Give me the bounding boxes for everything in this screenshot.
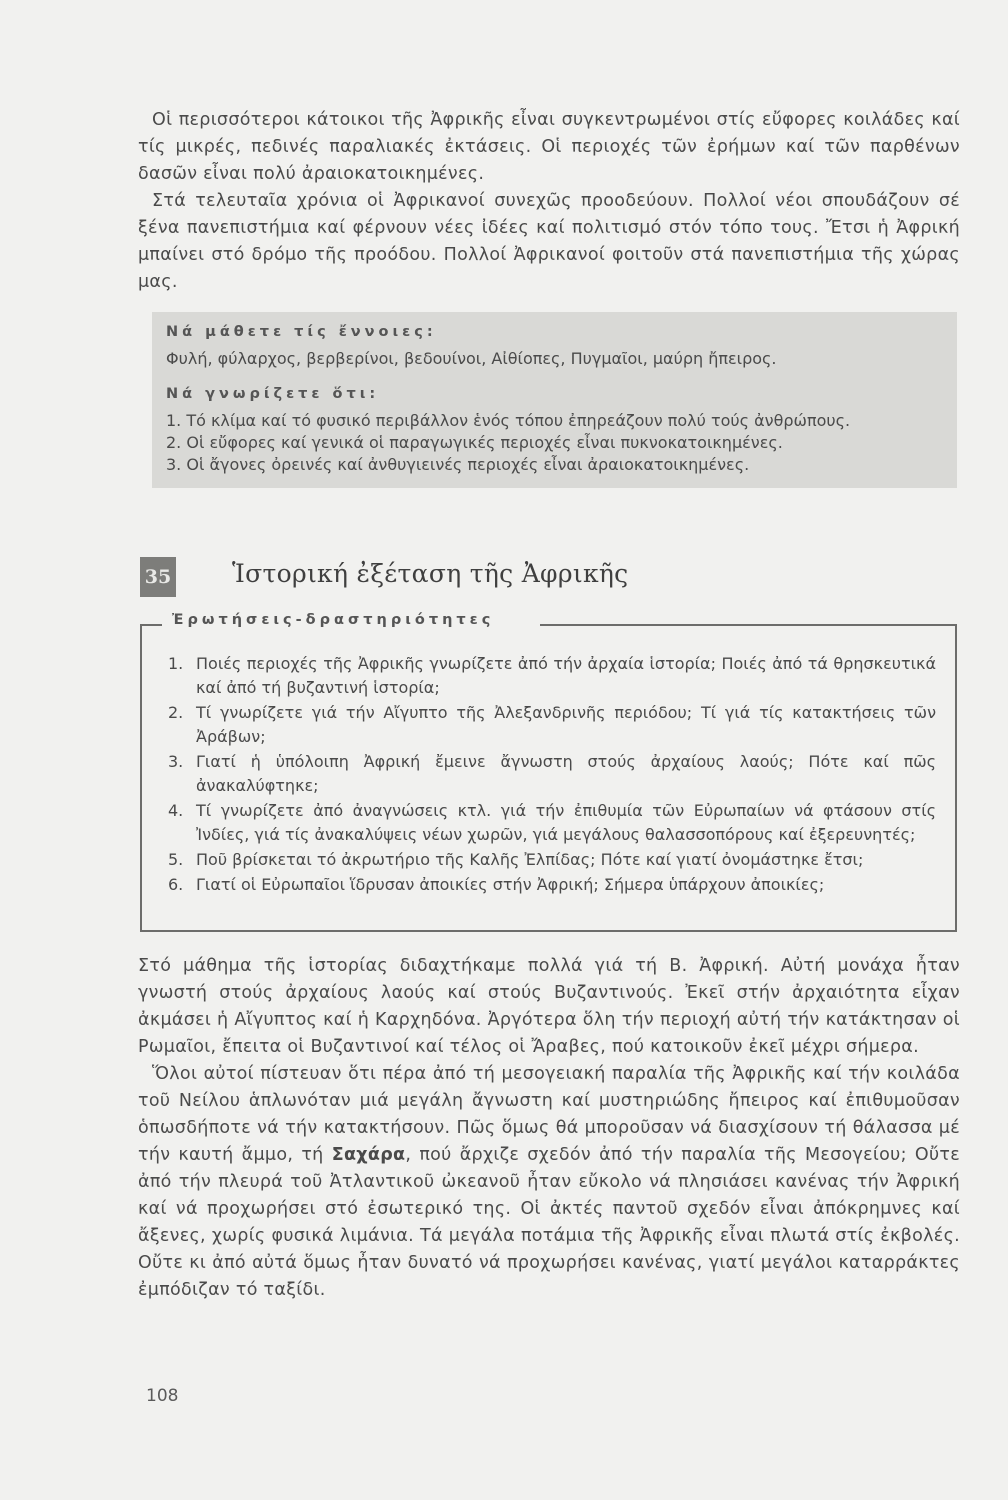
concepts-heading: Νά μάθετε τίς ἔννοιες: (166, 324, 437, 340)
question-number: 5. (168, 850, 184, 869)
learn-box (152, 312, 957, 488)
history-text-after: , πού ἄρχιζε σχεδόν ἀπό τήν παραλία τῆς Μεσογείου; Οὔτε ἀπό τήν πλευρά τοῦ Ἀτλαντικοῦ ὠκεανοῦ ἦταν εὔκολο νά πλησιάσει κανένας τήν Ἀφρική καί νά προχωρήσει στό ἐσωτερικό της. Οἱ ἀκτές παντοῦ σχεδόν εἶναι ἀπόκρημνες καί ἄξενες, χωρίς φυσικά λιμάνια. Τά μεγάλα ποτάμια τῆς Ἀφρικῆς εἶναι πλωτά στίς ἐκβολές. Οὔτε κι ἀπό αὐτά ὅμως ἦταν δυνατό νά προχωρήσει κανένας, γιατί μεγάλοι καταρράκτες ἐμπόδιζαν τό ταξίδι. (138, 1145, 961, 1300)
question-number: 1. (168, 654, 184, 673)
question-text: Ποιές περιοχές τῆς Ἀφρικῆς γνωρίζετε ἀπό τήν ἀρχαία ἱστορία; Ποιές ἀπό τά θρησκευτικά καί ἀπό τή βυζαντινή ἱστορία; (196, 654, 936, 697)
facts-list (166, 410, 850, 476)
question-text: Γιατί ἡ ὑπόλοιπη Ἀφρική ἔμεινε ἄγνωστη στούς ἀρχαίους λαούς; Πότε καί πῶς ἀνακαλύφτηκε; (196, 752, 936, 795)
intro-paragraph-2: Στά τελευταῖα χρόνια οἱ Ἀφρικανοί συνεχῶς προοδεύουν. Πολλοί νέοι σπουδάζουν σέ ξένα πανεπιστήμια καί φέρνουν νέες ἰδέες καί πολιτισμό στόν τόπο τους. Ἔτσι ἡ Ἀφρική μπαίνει στό δρόμο τῆς προόδου. Πολλοί Ἀφρικανοί φοιτοῦν στά πανεπιστήμια τῆς χώρας μας. (138, 191, 960, 292)
history-text-before: Ὅλοι αὐτοί πίστευαν ὅτι πέρα ἀπό τή μεσογειακή παραλία τῆς Ἀφρικῆς καί τήν κοιλάδα τοῦ Νείλου ἁπλωνόταν μιά μεγάλη ἄγνωστη καί μυστηριώδης ἤπειρος καί ἐπιθυμοῦσαν ὁπωσδήποτε νά τήν κατακτήσουν. Πῶς ὅμως θά μποροῦσαν νά διασχίσουν τή θάλασσα μέ τήν καυτή ἄμμο, τή (138, 1064, 960, 1165)
question-item (168, 799, 936, 847)
question-text: Γιατί οἱ Εὐρωπαῖοι ἵδρυσαν ἀποικίες στήν Ἀφρική; Σήμερα ὑπάρχουν ἀποικίες; (196, 875, 825, 894)
frame-top-line-left (140, 624, 162, 626)
questions-heading: Ἐρωτήσεις-δραστηριότητες (172, 612, 495, 628)
history-paragraph-2 (138, 1061, 960, 1304)
facts-heading: Νά γνωρίζετε ὅτι: (166, 386, 380, 402)
question-item (168, 873, 936, 897)
chapter-title: Ἱστορική ἐξέταση τῆς Ἀφρικῆς (232, 559, 629, 588)
question-number: 3. (168, 752, 184, 771)
question-item (168, 750, 936, 798)
history-text (138, 953, 960, 1304)
chapter-number-badge: 35 (140, 557, 176, 597)
sahara-term: Σαχάρα (331, 1145, 406, 1165)
question-number: 6. (168, 875, 184, 894)
question-number: 2. (168, 703, 184, 722)
page-number: 108 (146, 1386, 179, 1406)
question-item (168, 848, 936, 872)
question-number: 4. (168, 801, 184, 820)
question-text: Ποῦ βρίσκεται τό ἀκρωτήριο τῆς Καλῆς Ἐλπίδας; Πότε καί γιατί ὀνομάστηκε ἔτσι; (196, 850, 864, 869)
question-item (168, 652, 936, 700)
question-item (168, 701, 936, 749)
fact-item: 2. Οἱ εὔφορες καί γενικά οἱ παραγωγικές περιοχές εἶναι πυκνοκατοικημένες. (166, 433, 783, 452)
fact-item: 1. Τό κλίμα καί τό φυσικό περιβάλλον ἑνός τόπου ἐπηρεάζουν πολύ τούς ἀνθρώπους. (166, 411, 851, 430)
intro-paragraph-1: Οἱ περισσότεροι κάτοικοι τῆς Ἀφρικῆς εἶναι συγκεντρωμένοι στίς εὔφορες κοιλάδες καί τίς μικρές, πεδινές παραλιακές ἐκτάσεις. Οἱ περιοχές τῶν ἐρήμων καί τῶν παρθένων δασῶν εἶναι πολύ ἀραιοκατοικημένες. (138, 110, 960, 184)
question-text: Τί γνωρίζετε ἀπό ἀναγνώσεις κτλ. γιά τήν ἐπιθυμία τῶν Εὐρωπαίων νά φτάσουν στίς Ἰνδίες, γιά τίς ἀνακαλύψεις νέων χωρῶν, γιά μεγάλους θαλασσοπόρους καί ἐξερευνητές; (196, 801, 936, 844)
fact-item: 3. Οἱ ἄγονες ὀρεινές καί ἀνθυγιεινές περιοχές εἶναι ἀραιοκατοικημένες. (166, 455, 750, 474)
concepts-terms: Φυλή, φύλαρχος, βερβερίνοι, βεδουίνοι, Αἰθίοπες, Πυγμαῖοι, μαύρη ἤπειρος. (166, 349, 777, 368)
history-paragraph-1: Στό μάθημα τῆς ἱστορίας διδαχτήκαμε πολλά γιά τή Β. Ἀφρική. Αὐτή μονάχα ἦταν γνωστή στούς ἀρχαίους λαούς καί στούς Βυζαντινούς. Ἐκεῖ στήν ἀρχαιότητα εἶχαν ἀκμάσει ἡ Αἴγυπτος καί ἡ Καρχηδόνα. Ἀργότερα ὅλη τήν περιοχή αὐτή τήν κατάκτησαν οἱ Ρωμαῖοι, ἔπειτα οἱ Βυζαντινοί καί τέλος οἱ Ἄραβες, πού κατοικοῦν ἐκεῖ μέχρι σήμερα. (138, 956, 960, 1057)
question-text: Τί γνωρίζετε γιά τήν Αἴγυπτο τῆς Ἀλεξανδρινῆς περιόδου; Τί γιά τίς κατακτήσεις τῶν Ἀράβων; (196, 703, 936, 746)
intro-text (138, 107, 960, 296)
questions-list (168, 652, 936, 898)
frame-top-line-right (540, 624, 957, 626)
